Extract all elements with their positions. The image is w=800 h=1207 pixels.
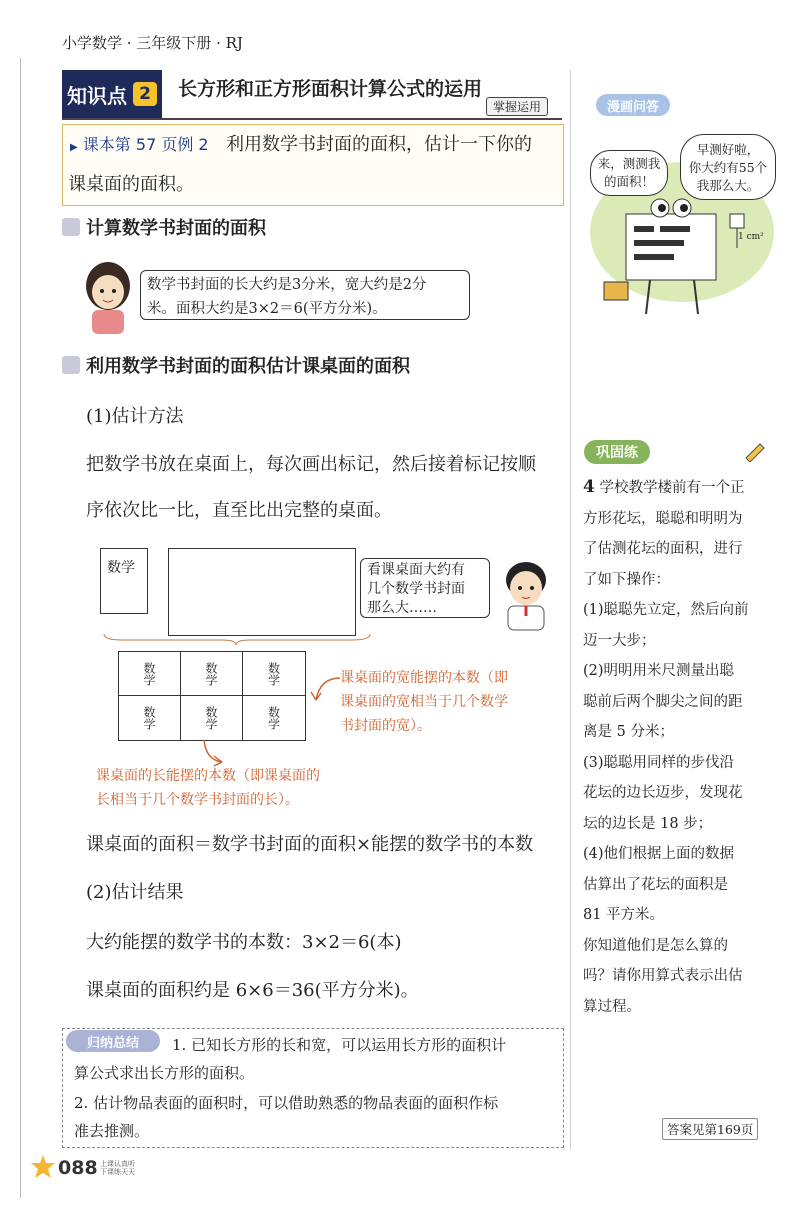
lesson-reference <box>70 132 209 155</box>
slogan-line2: 下课练天天 <box>100 1168 135 1176</box>
grid-cell: 数学 <box>266 706 281 730</box>
practice-line: 81 平方米。 <box>583 907 665 923</box>
boy-speech-bubble <box>360 558 490 618</box>
boy-speech-line3: 那么大…… <box>367 600 437 616</box>
cm-label: 1 cm² <box>738 232 764 242</box>
width-note <box>340 666 560 738</box>
practice-line: (4)他们根据上面的数据 <box>583 846 735 862</box>
brace-icon <box>102 632 372 646</box>
knowledge-point-label: 知识点 <box>67 83 127 108</box>
summary-line3: 2. 估计物品表面的面积时，可以借助熟悉的物品表面的面积作标 <box>74 1094 499 1112</box>
page-margin-line <box>20 58 21 1198</box>
step2-heading: (2)估计结果 <box>86 882 184 903</box>
desk-diagram <box>168 548 356 636</box>
girl-speech-bubble <box>140 270 470 320</box>
summary-line1: 1. 已知长方形的长和宽，可以运用长方形的面积计 <box>172 1036 507 1054</box>
practice-line: (1)聪聪先立定，然后向前 <box>583 602 749 618</box>
practice-line: 吗？请你用算式表示出估 <box>583 968 743 984</box>
boy-speech-line2: 几个数学书封面 <box>367 581 465 597</box>
triangle-icon: ▶ <box>70 142 78 153</box>
page-slogan <box>100 1160 140 1176</box>
bubble-right-line3: 我那么大。 <box>696 178 760 193</box>
practice-line: 你知道他们是怎么算的 <box>583 937 728 954</box>
width-note-line1: 课桌面的宽能摆的本数（即 <box>340 670 508 686</box>
method-line2: 序依次比一比，直至比出完整的桌面。 <box>86 500 392 521</box>
section1-title: 计算数学书封面的面积 <box>86 218 266 239</box>
lesson-question-line2: 课桌面的面积。 <box>68 174 194 195</box>
practice-tag: 巩固练 <box>584 440 650 464</box>
practice-line: 学校教学楼前有一个正 <box>599 480 745 496</box>
method-line1: 把数学书放在桌面上，每次画出标记，然后接着标记按顺 <box>86 454 536 475</box>
level-tag: 掌握运用 <box>486 97 548 116</box>
math-book-label: 数学 <box>107 560 135 576</box>
section2-title: 利用数学书封面的面积估计课桌面的面积 <box>86 356 410 377</box>
length-note-line2: 长相当于几个数学书封面的长）。 <box>96 792 299 808</box>
boy-avatar-icon <box>496 556 556 632</box>
practice-line: 迈一大步； <box>583 632 656 649</box>
practice-line: 花坛的边长迈步，发现花 <box>583 785 743 801</box>
answer-reference: 答案见第169页 <box>662 1118 758 1140</box>
pencil-icon <box>742 440 766 462</box>
practice-number: 4 <box>583 477 595 497</box>
length-note-line1: 课桌面的长能摆的本数（即课桌面的 <box>96 768 320 784</box>
cartoon-bubble-left <box>590 150 668 196</box>
bubble-right-line2: 你大约有55个 <box>688 160 768 175</box>
width-arrow-icon <box>300 670 344 710</box>
summary-tag: 归纳总结 <box>66 1030 160 1052</box>
knowledge-point-number: 2 <box>133 82 157 106</box>
girl-avatar-icon <box>78 256 138 336</box>
star-mascot-icon <box>30 1154 56 1180</box>
practice-line: 算过程。 <box>583 998 641 1015</box>
slogan-line1: 上课认真听 <box>100 1160 135 1168</box>
practice-line: 坛的边长是 18 步； <box>583 815 713 832</box>
result-line2: 课桌面的面积约是 6×6＝36(平方分米)。 <box>86 980 419 1001</box>
lesson-question-line1: 利用数学书封面的面积，估计一下你的 <box>226 134 532 155</box>
boy-speech-line1: 看课桌面大约有 <box>367 562 465 578</box>
section-icon <box>62 356 80 374</box>
book-grid <box>118 651 306 741</box>
speech-line1: 数学书封面的长大约是3分米，宽大约是2分 <box>147 277 427 293</box>
sidebar-divider <box>570 70 571 1150</box>
bubble-left-line2: 的面积！ <box>603 174 654 189</box>
practice-line: 估算出了花坛的面积是 <box>583 876 728 893</box>
practice-line: (3)聪聪用同样的步伐沿 <box>583 754 735 771</box>
knowledge-point-title: 长方形和正方形面积计算公式的运用 <box>178 78 483 100</box>
page-number: 088 <box>58 1157 98 1179</box>
practice-question <box>583 472 778 1022</box>
area-formula: 课桌面的面积＝数学书封面的面积×能摆的数学书的本数 <box>86 834 534 855</box>
step1-heading: (1)估计方法 <box>86 406 184 427</box>
length-note <box>96 764 396 812</box>
grid-cell: 数学 <box>204 661 218 686</box>
cartoon-tag: 漫画问答 <box>596 94 670 116</box>
grid-cell: 数学 <box>142 661 156 686</box>
practice-line: 离是 5 分米； <box>583 724 674 740</box>
title-underline <box>62 118 562 120</box>
summary-line2: 算公式求出长方形的面积。 <box>74 1064 255 1082</box>
practice-line: 了估测花坛的面积，进行 <box>583 541 743 557</box>
lesson-reference-text: 课本第 57 页例 2 <box>82 135 209 154</box>
knowledge-point-badge <box>62 70 162 118</box>
section-icon <box>62 218 80 236</box>
math-book-diagram <box>100 548 148 614</box>
speech-line2: 米。面积大约是3×2＝6(平方分米)。 <box>147 301 387 317</box>
bubble-left-line1: 来，测测我 <box>597 156 661 171</box>
grid-cell: 数学 <box>266 661 281 686</box>
bubble-right-line1: 早测好啦， <box>696 142 760 157</box>
practice-line: 聪前后两个脚尖之间的距 <box>583 693 743 710</box>
grid-cell: 数学 <box>142 706 156 730</box>
result-line1: 大约能摆的数学书的本数：3×2＝6(本) <box>86 932 402 953</box>
summary-line4: 准去推测。 <box>74 1122 150 1140</box>
practice-line: 方形花坛，聪聪和明明为 <box>583 510 743 527</box>
width-note-line3: 书封面的宽）。 <box>340 718 431 734</box>
practice-line: (2)明明用米尺测量出聪 <box>583 663 735 679</box>
cartoon-bubble-right <box>680 134 776 200</box>
practice-line: 了如下操作： <box>583 571 670 588</box>
grid-cell: 数学 <box>204 706 218 730</box>
book-title: 小学数学 · 三年级下册 · RJ <box>62 34 243 52</box>
width-note-line2: 课桌面的宽相当于几个数学 <box>340 694 508 710</box>
